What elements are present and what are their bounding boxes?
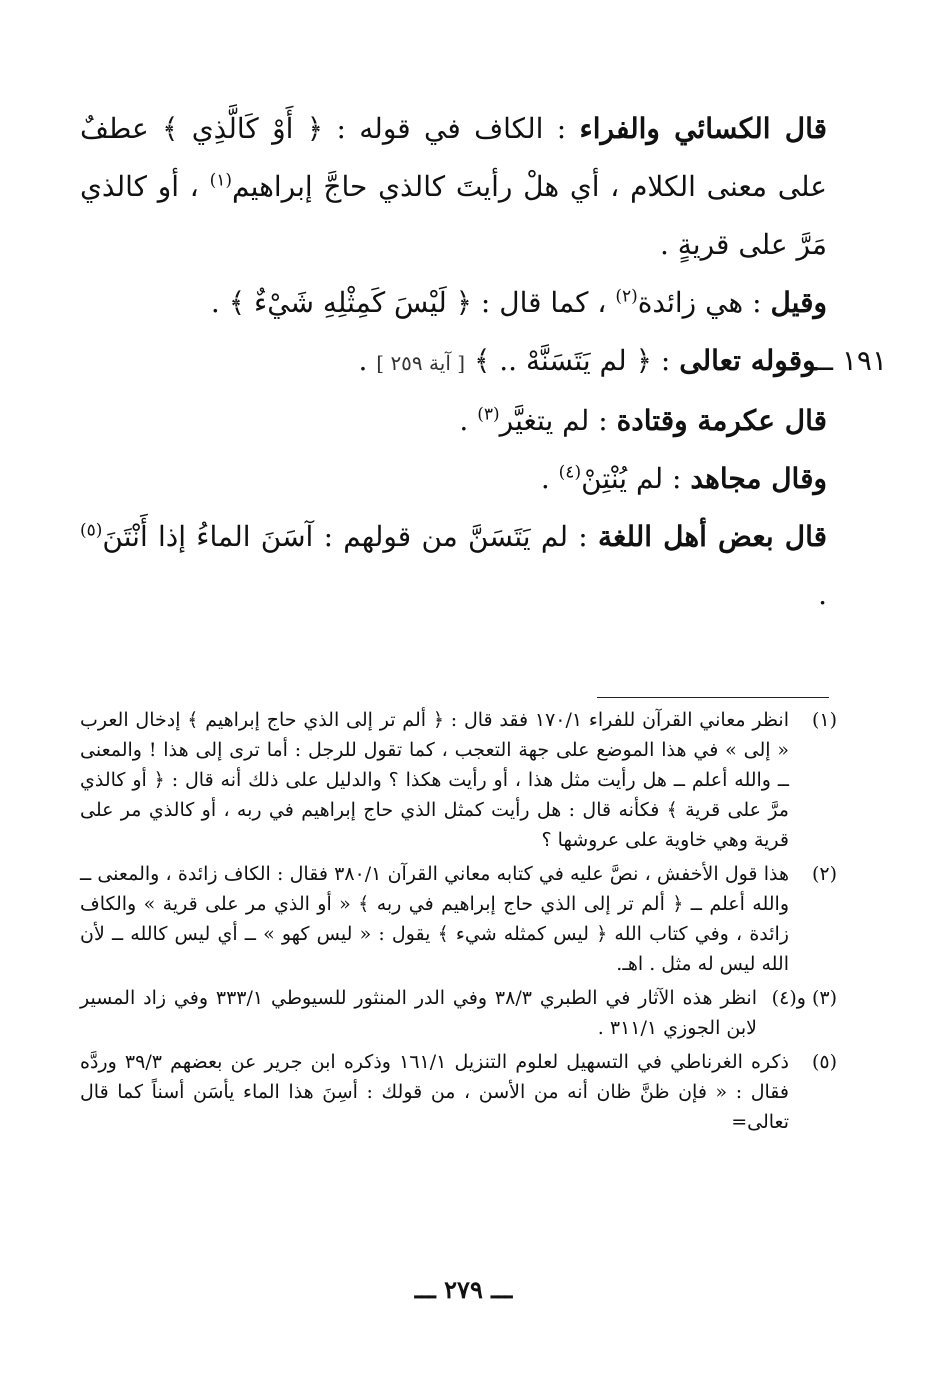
paragraph-2 xyxy=(80,274,827,332)
paragraph-text: : هي زائدة xyxy=(637,286,771,319)
speaker-label: قال عكرمة وقتادة xyxy=(616,404,827,437)
footnote-label: (١) xyxy=(811,709,837,731)
paragraph-text: ، كما قال : ﴿ لَيْسَ كَمِثْلِهِ شَيْءٌ ﴾ . xyxy=(210,286,616,319)
paragraph-5 xyxy=(80,450,827,508)
footnote-ref: (٢) xyxy=(615,286,638,307)
page-number: ـــ ٢٧٩ ـــ xyxy=(414,1275,513,1304)
speaker-label: وقيل xyxy=(770,286,827,319)
footnote-1 xyxy=(80,705,837,855)
paragraph-3 xyxy=(80,332,887,392)
paragraph-1 xyxy=(80,100,827,274)
footnote-label: (٣) و(٤) xyxy=(771,987,837,1009)
paragraph-text: . xyxy=(540,462,559,495)
paragraph-6 xyxy=(80,508,827,624)
footnote-separator xyxy=(597,697,829,698)
footnotes xyxy=(80,705,837,1141)
footnote-text: هذا قول الأخفش ، نصَّ عليه في كتابه معاني القرآن ٣٨٠/١ فقال : الكاف زائدة ، والمعنى ــ والله أعلم ــ ﴿ ألم تر إلى الذي حاج إبراهيم في ربه ﴾ « أو الذي مر على قرية » والكاف زائدة ، وفي كتاب الله ﴿ ليس كمثله شيء ﴾ يقول : « ليس كهو » ــ أي ليس كالله ــ لأن الله ليس له مثل . اهـ. xyxy=(80,863,789,975)
paragraph-text: : الكاف في قوله : ﴿ أَوْ كَالَّذِي ﴾ عطفٌ على معنى الكلام ، أي هلْ رأيتَ كالذي حاجَّ إبراهيم xyxy=(80,112,828,203)
verse-text: : ﴿ لم يَتَسَنَّهْ .. ﴾ xyxy=(465,344,680,377)
main-text xyxy=(80,100,887,624)
footnote-ref: (٣) xyxy=(477,404,500,425)
paragraph-text: . xyxy=(818,578,827,611)
speaker-label: قال الكسائي والفراء xyxy=(579,112,827,145)
footnote-5 xyxy=(80,1047,837,1137)
footnote-ref: (١) xyxy=(209,170,233,191)
footnote-label: (٢) xyxy=(811,863,837,885)
footnote-3-4 xyxy=(80,983,837,1043)
footnote-label: (٥) xyxy=(811,1051,837,1073)
paragraph-text: : لم يُنْتِنْ xyxy=(581,462,691,495)
verse-heading: وقوله تعالى xyxy=(679,344,817,377)
paragraph-text: : لم يتغيَّر xyxy=(499,404,617,437)
item-number: ١٩١ ــ xyxy=(816,344,887,377)
paragraph-4 xyxy=(80,392,827,450)
speaker-label: قال بعض أهل اللغة xyxy=(597,520,827,553)
footnote-text: ذكره الغرناطي في التسهيل لعلوم التنزيل ١٦١/١ وذكره ابن جرير عن بعضهم ٣٩/٣ وردَّه فقال : « فإن ظنَّ ظان أنه من الأسن ، من قولك : أسِنَ هذا الماء يأسَن أسناً كما قال تعالى= xyxy=(80,1051,789,1133)
footnote-ref: (٥) xyxy=(80,520,103,541)
paragraph-text: . xyxy=(459,404,478,437)
footnote-2 xyxy=(80,859,837,979)
paragraph-text: . xyxy=(358,344,377,377)
verse-reference: [ آية ٢٥٩ ] xyxy=(376,351,466,375)
footnote-text: انظر هذه الآثار في الطبري ٣٨/٣ وفي الدر المنثور للسيوطي ٣٣٣/١ وفي زاد المسير لابن الجوزي ٣١١/١ . xyxy=(80,987,757,1039)
footnote-ref: (٤) xyxy=(558,462,582,483)
footnote-text: انظر معاني القرآن للفراء ١٧٠/١ فقد قال : ﴿ ألم تر إلى الذي حاج إبراهيم ﴾ إدخال العرب « إلى » في هذا الموضع على جهة التعجب ، كما تقول للرجل : أما ترى إلى هذا ! والمعنى ــ والله أعلم ــ هل رأيت مثل هذا ، أو رأيت هكذا ؟ والدليل على ذلك أنه قال : ﴿ أو كالذي مرَّ على قرية ﴾ فكأنه قال : هل رأيت كمثل الذي حاج إبراهيم في ربه ، أو كالذي مر على قرية وهي خاوية على عروشها ؟ xyxy=(80,709,789,851)
speaker-label: وقال مجاهد xyxy=(690,462,827,495)
paragraph-text: : لم يَتَسَنَّ من قولهم : آسَنَ الماءُ إذا أَنْتَنَ xyxy=(102,520,598,553)
paragraph-text: ، أو كالذي مَرَّ على قريةٍ . xyxy=(80,170,827,261)
